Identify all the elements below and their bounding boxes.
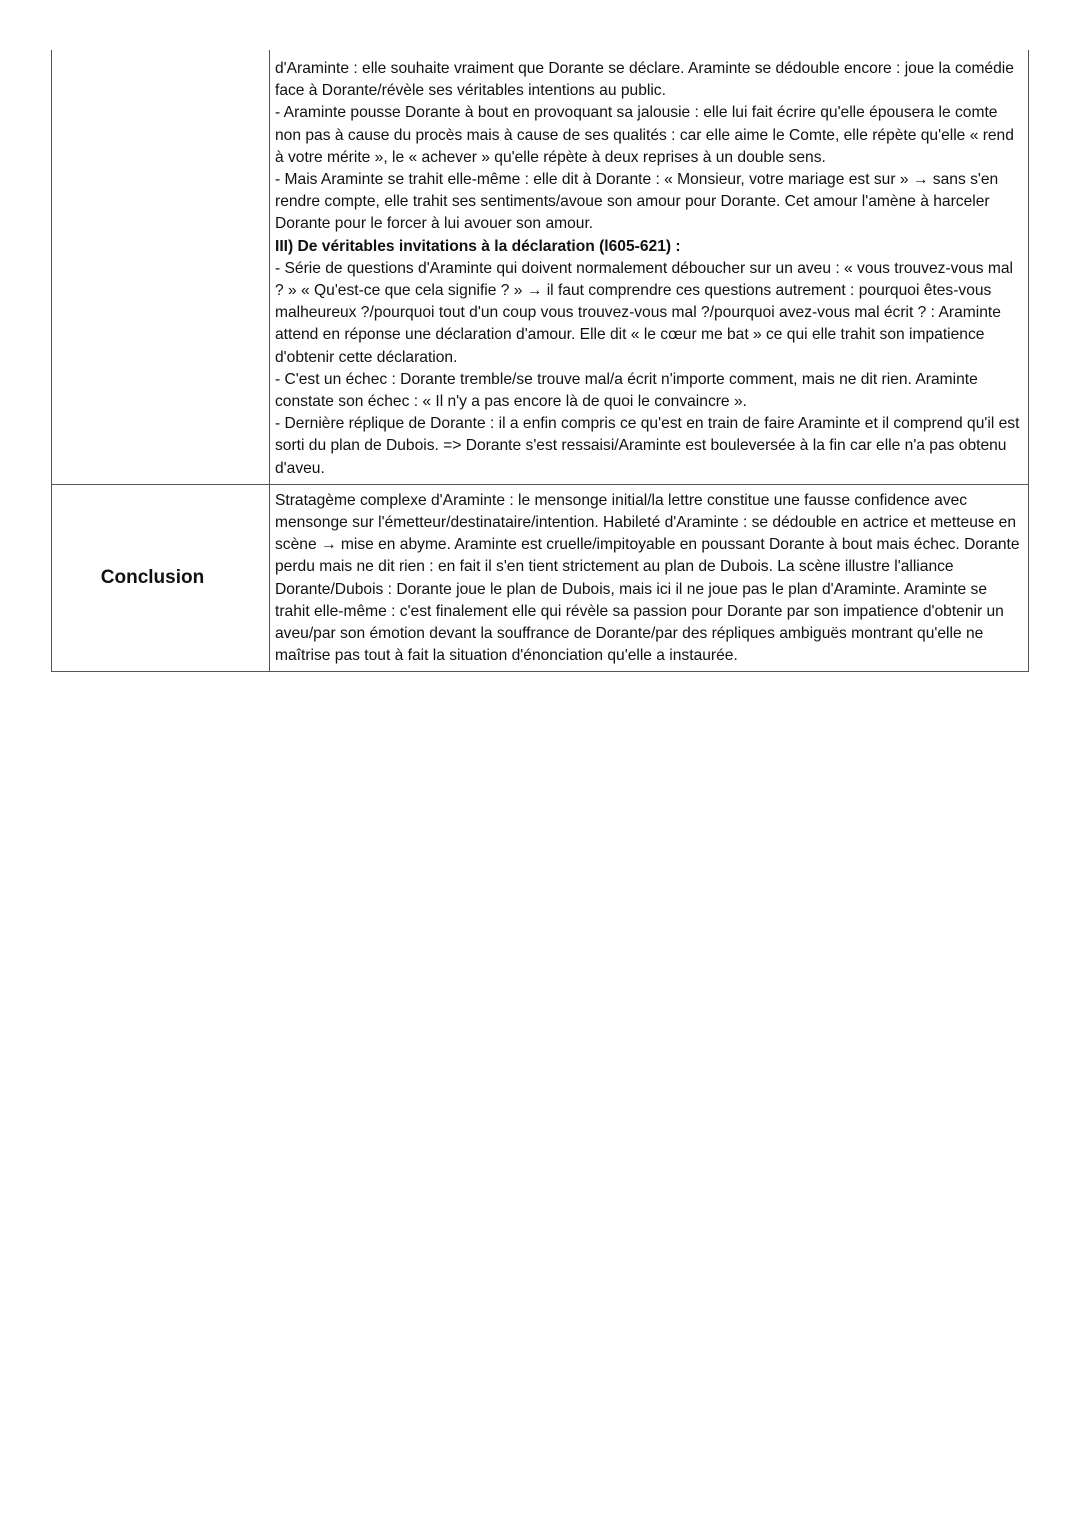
table-row-analysis (52, 50, 1029, 484)
analysis-paragraph: - C'est un échec : Dorante tremble/se trouve mal/a écrit n'importe comment, mais ne dit rien. Araminte constate son échec : « Il n'y a pas encore là de quoi le convaincre ». (275, 370, 978, 411)
analysis-paragraph: d'Araminte : elle souhaite vraiment que Dorante se déclare. Araminte se dédouble encore : joue la comédie face à Dorante/révèle ses véritables intentions au public. (275, 60, 1014, 100)
analysis-paragraph: - Dernière réplique de Dorante : il a enfin compris ce qu'est en train de faire Araminte et il comprend qu'il est sorti du plan de Dubois. => Dorante s'est ressaisi/Araminte est bouleversée à la fin car elle n'a pas obtenu d'aveu. (275, 415, 1020, 477)
analysis-text-cell (270, 50, 1029, 484)
section-heading: III) De véritables invitations à la déclaration (l605-621) : (275, 237, 681, 255)
conclusion-label: Conclusion (100, 567, 205, 589)
analysis-paragraph: - Araminte pousse Dorante à bout en provoquant sa jalousie : elle lui fait écrire qu'elle épousera le comte non pas à cause du procès mais à cause de ses qualités : car elle aime le Comte, elle répète qu'elle « rend à votre mérite », le « achever » qu'elle répète à deux reprises à un double sens. (275, 104, 1014, 166)
conclusion-text-cell (270, 484, 1029, 672)
analysis-table (51, 50, 1029, 672)
analysis-paragraph: - Série de questions d'Araminte qui doivent normalement déboucher sur un aveu : « vous trouvez-vous mal ? » « Qu'est-ce que cela signifie ? » → il faut comprendre ces questions autrement : pourquoi êtes-vous malheureux ?/pourquoi tout d'un coup vous trouvez-vous mal ?/pourquoi avez-vous mal écrit ? : Araminte attend en réponse une déclaration d'amour. Elle dit « le cœur me bat » ce qui elle trahit son impatience d'obtenir cette déclaration. (275, 259, 1014, 366)
row-label-cell-empty (52, 50, 270, 484)
conclusion-label-cell (52, 484, 270, 672)
table-row-conclusion (52, 484, 1029, 672)
analysis-paragraph: - Mais Araminte se trahit elle-même : elle dit à Dorante : « Monsieur, votre mariage est sur » → sans s'en rendre compte, elle trahit ses sentiments/avoue son amour pour Dorante. Cet amour l'amène à harceler Dorante pour le forcer à lui avouer son amour. (275, 171, 999, 233)
conclusion-paragraph: Stratagème complexe d'Araminte : le mensonge initial/la lettre constitue une fausse confidence avec mensonge sur l'émetteur/destinataire/intention. Habileté d'Araminte : se dédouble en actrice et metteuse en scène → mise en abyme. Araminte est cruelle/impitoyable en poussant Dorante à bout mais échec. Dorante perdu mais ne dit rien : en fait il s'en tient strictement au plan de Dubois. La scène illustre l'alliance Dorante/Dubois : Dorante joue le plan de Dubois, mais ici il ne joue pas le plan d'Araminte. Araminte se trahit elle-même : c'est finalement elle qui révèle sa passion pour Dorante par son impatience d'obtenir un aveu/par son émotion devant la souffrance de Dorante/par des répliques ambiguës montrant qu'elle ne maîtrise pas tout à fait la situation d'énonciation qu'elle a instaurée. (275, 491, 1020, 665)
